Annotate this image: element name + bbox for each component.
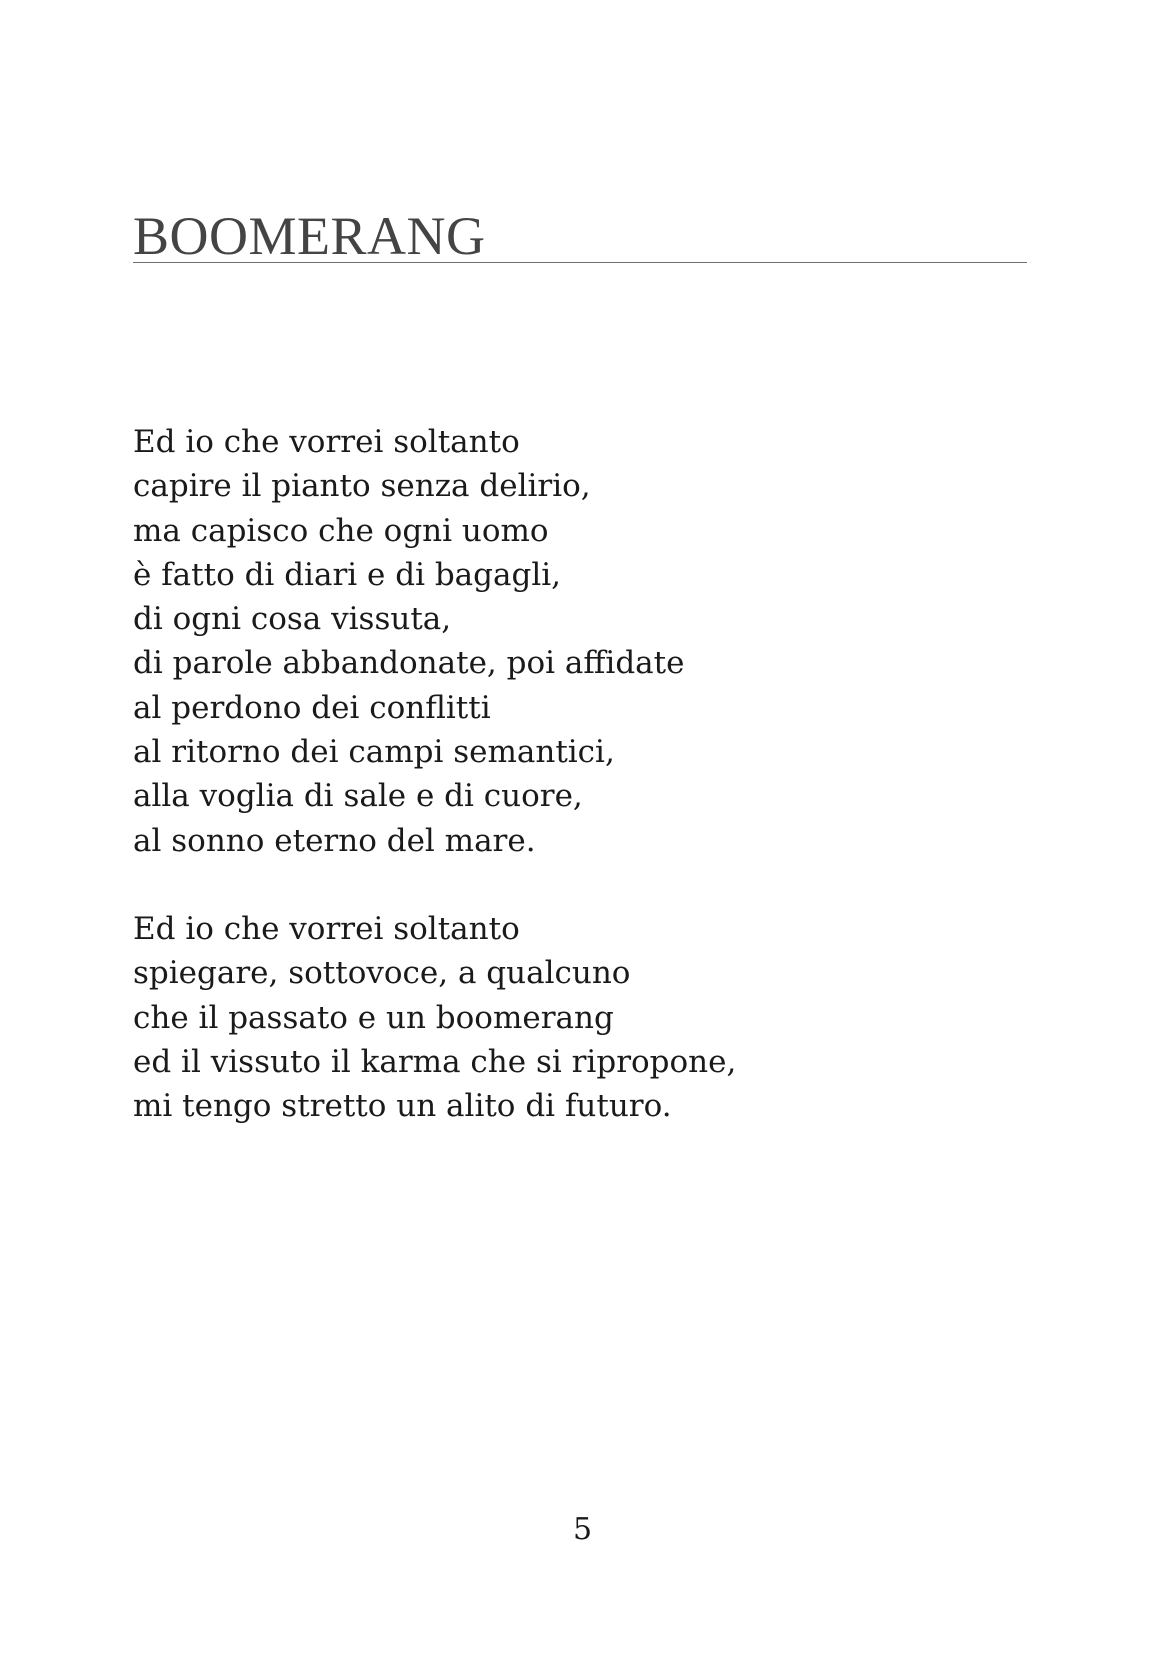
page-number (0, 1512, 1165, 1548)
verse-line: che il passato e un boomerang (133, 999, 614, 1036)
verse-line: ed il vissuto il karma che si ripropone, (133, 1043, 737, 1080)
verse-line: ma capisco che ogni uomo (133, 512, 549, 549)
title-underline (133, 262, 1027, 263)
stanza-1 (133, 420, 736, 863)
verse-line: Ed io che vorrei soltanto (133, 424, 520, 460)
verse-line: è fatto di diari e di bagagli, (133, 556, 562, 593)
verse-line: di parole abbandonate, poi affidate (133, 645, 685, 682)
poem-title: BOOMERANG (133, 206, 486, 266)
verse-line: capire il pianto senza delirio, (133, 468, 591, 505)
verse-line: alla voglia di sale e di cuore, (133, 778, 583, 815)
poem-body (133, 420, 736, 1172)
verse-line: al ritorno dei campi semantici, (133, 734, 615, 771)
verse-line: al perdono dei conflitti (133, 689, 491, 726)
verse-line: spiegare, sottovoce, a qualcuno (133, 955, 631, 992)
verse-line: al sonno eterno del mare. (133, 822, 536, 859)
stanza-2 (133, 907, 736, 1128)
verse-line: Ed io che vorrei soltanto (133, 910, 520, 947)
verse-line: di ogni cosa vissuta, (133, 601, 452, 638)
verse-line: mi tengo stretto un alito di futuro. (133, 1088, 672, 1125)
page-number-label: 5 (572, 1512, 593, 1547)
